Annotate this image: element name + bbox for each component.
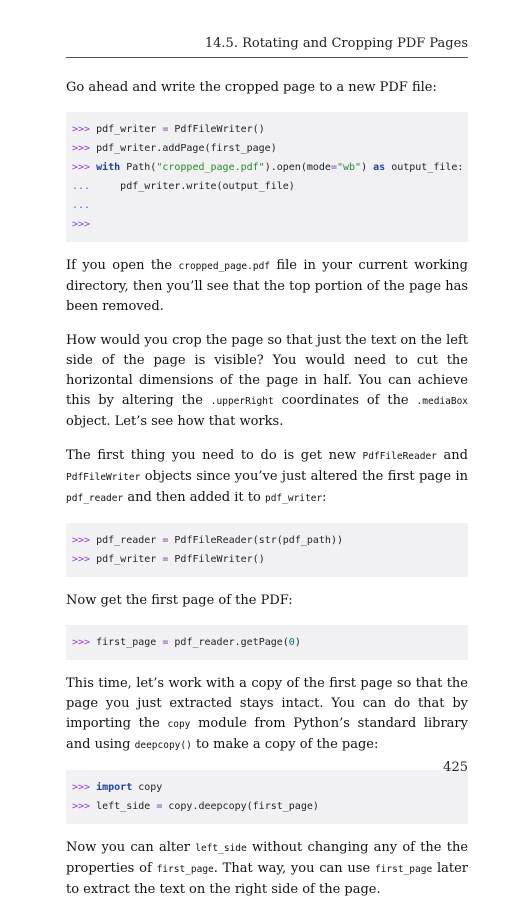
code-keyword: as <box>373 162 386 173</box>
code-token: pdf_writer <box>96 554 157 565</box>
code-token: pdf_writer.addPage(first_page) <box>96 143 277 154</box>
code-prompt: >>> <box>72 143 91 154</box>
code-token: copy <box>138 782 163 793</box>
code-token: ) <box>294 637 301 648</box>
code-token: pdf_writer <box>96 124 157 135</box>
code-token: copy.deepcopy(first_page) <box>168 801 319 812</box>
text-run: This time, let’s work with a copy of the first page so that the page you just extracted stays intact. You can do that by importing the <box>66 676 468 731</box>
code-block <box>66 523 468 577</box>
code-prompt: >>> <box>72 554 91 565</box>
code-prompt: >>> <box>72 162 91 173</box>
code-operator: = <box>156 801 163 812</box>
text-run: objects since you’ve just altered the first page in <box>144 469 468 484</box>
code-operator: = <box>330 162 337 173</box>
text-run: later to extract the text on the right side of the page. <box>66 861 469 897</box>
code-block <box>66 770 468 824</box>
text-run: object. Let’s see how that works. <box>66 414 284 429</box>
running-head: 14.5. Rotating and Cropping PDF Pages <box>66 36 468 58</box>
inline-code: PdfFileWriter <box>66 472 141 483</box>
paragraph <box>66 331 468 432</box>
text-run: Now you can alter <box>66 840 190 855</box>
inline-code: cropped_page.pdf <box>178 261 271 272</box>
code-prompt: >>> <box>72 637 91 648</box>
paragraph <box>66 446 468 509</box>
code-prompt: >>> <box>72 801 91 812</box>
text-run: to make a copy of the page: <box>195 737 379 752</box>
code-prompt: >>> <box>72 124 91 135</box>
text-run: If you open the <box>66 258 173 273</box>
code-line <box>72 550 462 569</box>
text-run: file in your current working directory, then you’ll see that the top portion of the page has been removed. <box>66 258 469 314</box>
inline-code: PdfFileReader <box>362 451 437 462</box>
code-line <box>72 158 462 177</box>
text-run: coordinates of the <box>281 393 409 408</box>
code-operator: = <box>162 535 169 546</box>
inline-code: pdf_writer <box>264 493 323 504</box>
code-token: first_page <box>96 637 157 648</box>
code-string: "cropped_page.pdf" <box>156 162 265 173</box>
code-token: PdfFileReader(str(pdf_path)) <box>174 535 343 546</box>
code-token: output_file: <box>391 162 464 173</box>
text-run: module from Python’s standard library and using <box>66 716 468 752</box>
text-run: How would you crop the page so that just the text on the left side of the page is visible? You would need to cut the horizontal dimensions of the page in half. You can achieve this by altering the <box>66 333 468 408</box>
code-prompt: >>> <box>72 219 91 230</box>
code-operator: = <box>162 124 169 135</box>
code-number: 0 <box>288 637 295 648</box>
text-run: without changing any of the the properties of <box>66 840 469 876</box>
inline-code: copy <box>167 719 191 730</box>
code-prompt: ... <box>72 181 91 192</box>
code-token: ) <box>361 162 368 173</box>
code-line <box>72 139 462 158</box>
code-line <box>72 120 462 139</box>
page-number: 425 <box>443 760 468 775</box>
code-token: ).open(mode <box>264 162 331 173</box>
text-run: and <box>443 448 468 463</box>
code-token: pdf_reader.getPage( <box>174 637 289 648</box>
paragraph <box>66 674 468 756</box>
code-line <box>72 215 462 234</box>
inline-code: first_page <box>374 864 433 875</box>
code-token: pdf_writer.write(output_file) <box>96 181 295 192</box>
code-prompt: ... <box>72 200 91 211</box>
code-line <box>72 633 462 652</box>
code-string: "wb" <box>336 162 362 173</box>
inline-code: pdf_reader <box>66 493 124 504</box>
inline-code: .mediaBox <box>416 396 469 407</box>
text-run: . That way, you can use <box>213 861 371 876</box>
paragraph <box>66 838 468 900</box>
code-token: PdfFileWriter() <box>174 124 265 135</box>
text-run: : <box>322 490 327 505</box>
text-run: and then added it to <box>127 490 261 505</box>
code-line <box>72 531 462 550</box>
inline-code: .upperRight <box>210 396 274 407</box>
paragraph <box>66 256 468 317</box>
code-block <box>66 625 468 660</box>
code-token: PdfFileWriter() <box>174 554 265 565</box>
inline-code: deepcopy() <box>134 740 192 751</box>
code-prompt: >>> <box>72 782 91 793</box>
code-keyword: import <box>96 782 133 793</box>
code-token: pdf_reader <box>96 535 157 546</box>
code-token: Path( <box>126 162 157 173</box>
inline-code: left_side <box>195 843 247 854</box>
code-operator: = <box>162 637 169 648</box>
code-line <box>72 196 462 215</box>
code-operator: = <box>162 554 169 565</box>
inline-code: first_page <box>156 864 214 875</box>
text-run: The first thing you need to do is get new <box>66 448 356 463</box>
code-keyword: with <box>96 162 121 173</box>
code-token: left_side <box>96 801 151 812</box>
code-line <box>72 778 462 797</box>
page-content <box>66 78 468 914</box>
paragraph: Now get the first page of the PDF: <box>66 593 293 608</box>
code-prompt: >>> <box>72 535 91 546</box>
code-block <box>66 112 468 242</box>
paragraph: Go ahead and write the cropped page to a new PDF file: <box>66 80 437 95</box>
code-line <box>72 177 462 196</box>
